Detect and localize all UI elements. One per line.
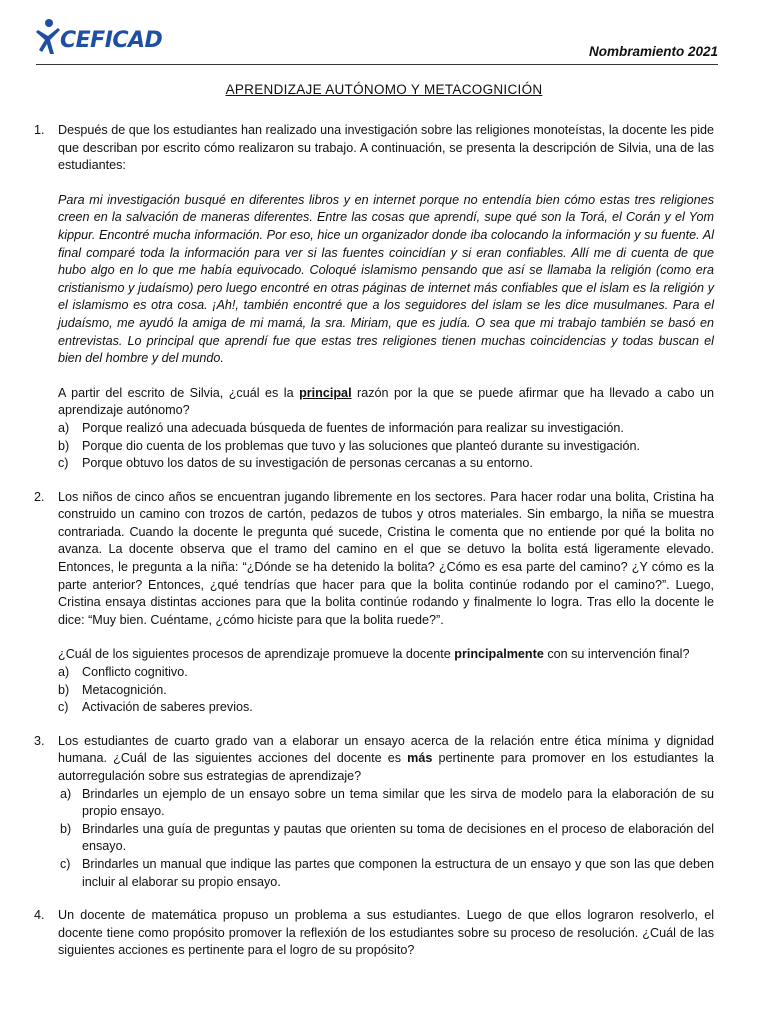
- question-body: [58, 907, 714, 960]
- question-intro: Los niños de cinco años se encuentran jugando libremente en los sectores. Para hacer rodar una bolita, Cristina ha construido un camino con trozos de cartón, pedazos de tubos y otros materiales. Sin embargo, la niña se muestra contrariada. Cuando la docente le pregunta qué sucede, Cristina le comenta que no entiende por qué la bolita no avanza. La docente observa que el tramo del camino en el que se detuvo la bolita está ligeramente elevado. Entonces, le pregunta a la niña: “¿Dónde se ha detenido la bolita? ¿Cómo es esa parte del camino? ¿Y cómo es la parte anterior? Entonces, ¿qué tendrías que hacer para que la bolita continúe rodando por el camino?”. Luego, Cristina ensaya distintas acciones para que la bolita continúe rodando y finalmente lo logra. Tras ello la docente le dice: “Muy bien. Cuéntame, ¿cómo hiciste para que la bolita ruede?”.: [58, 489, 714, 627]
- option-c: c) Porque obtuvo los datos de su investigación de personas cercanas a su entorno.: [58, 456, 533, 471]
- question-number: 4.: [34, 908, 45, 923]
- question-intro: Un docente de matemática propuso un problema a sus estudiantes. Luego de que ellos lograron resolverlo, el docente tiene como propósito promover la reflexión de los estudiantes sobre su proceso de resolución. ¿Cuál de las siguientes acciones es pertinente para el logro de su propósito?: [58, 908, 714, 958]
- student-quote: Para mi investigación busqué en diferentes libros y en internet porque no entendía bien cómo estas tres religiones creen en la salvación de maneras diferentes. Entre las cosas que aprendí, supe qué son la Torá, el Corán y el Yom kippur. Encontré mucha información. Por eso, hice un organizador donde iba colocando la información y su fuente. Al final comparé toda la información para ver si las fuentes coincidían y si eran confiables. Allí me di cuenta de que hubo algo en lo que me había equivocado. Coloqué islamismo pensando que así se llamaba la religión (como era cristianismo y judaísmo) pero luego encontré en otras páginas de internet más confiables que el islam es la religión y el islamismo es otra cosa. ¡Ah!, también encontré que a los seguidores del islam se les dice musulmanes. Para el judaísmo, me ayudó la amiga de mi mamá, la sra. Miriam, que es judía. O sea que mi trabajo también se basó en entrevistas. Lo principal que aprendí fue que estas tres religiones tienen muchas coincidencias y todas buscan el bien del hombre y del mundo.: [58, 192, 714, 366]
- question-number: 3.: [34, 733, 45, 748]
- question-number: 2.: [34, 489, 45, 504]
- question-prompt: A partir del escrito de Silvia, ¿cuál es la principal razón por la que se puede afirmar que ha llevado a cabo un aprendizaje autónomo?: [58, 385, 714, 418]
- page-title: APRENDIZAJE AUTÓNOMO Y METACOGNICIÓN: [225, 82, 543, 97]
- question-2: [34, 489, 714, 717]
- question-4: [34, 907, 714, 960]
- option-b: b) Porque dio cuenta de los problemas que tuvo y las soluciones que planteó durante su investigación.: [58, 438, 640, 453]
- option-c: c) Activación de saberes previos.: [58, 700, 253, 715]
- question-body: [58, 122, 714, 473]
- header-divider: [36, 64, 718, 65]
- question-intro: Los estudiantes de cuarto grado van a elaborar un ensayo acerca de la relación entre ética mínima y dignidad humana. ¿Cuál de las siguientes acciones del docente es más pertinente para promover en los estudiantes la autorregulación sobre sus estrategias de aprendizaje?: [58, 733, 714, 783]
- options-list: [58, 420, 714, 473]
- question-1: [34, 122, 714, 473]
- options-list: [58, 786, 714, 892]
- question-number: 1.: [34, 123, 45, 137]
- keyword: principal: [299, 385, 352, 400]
- question-body: [58, 733, 714, 891]
- option-b: b) Brindarles una guía de preguntas y pautas que orienten su toma de decisiones en el proceso de elaboración del ensayo.: [60, 821, 714, 854]
- option-a: a) Conflicto cognitivo.: [58, 665, 188, 680]
- logo-text: CEFICAD: [60, 27, 163, 53]
- header-label: Nombramiento 2021: [588, 44, 718, 59]
- question-body: [58, 489, 714, 717]
- document-body: [34, 122, 714, 976]
- option-b: b) Metacognición.: [58, 682, 167, 697]
- keyword: más: [407, 751, 433, 766]
- question-3: [34, 733, 714, 891]
- keyword: principalmente: [454, 647, 544, 662]
- page-header: [36, 14, 718, 62]
- ceficad-logo: [36, 18, 162, 56]
- options-list: [58, 664, 714, 717]
- option-a: a) Porque realizó una adecuada búsqueda de fuentes de información para realizar su investigación.: [58, 420, 624, 435]
- person-figure-icon: [36, 18, 62, 56]
- question-prompt: ¿Cuál de los siguientes procesos de aprendizaje promueve la docente principalmente con su intervención final?: [58, 647, 690, 662]
- option-a: a) Brindarles un ejemplo de un ensayo sobre un tema similar que les sirva de modelo para la elaboración de su propio ensayo.: [60, 786, 714, 819]
- question-intro: Después de que los estudiantes han realizado una investigación sobre las religiones monoteístas, la docente les pide que describan por escrito cómo realizaron su trabajo. A continuación, se presenta la descripción de Silvia, una de las estudiantes:: [58, 123, 714, 173]
- option-c: c) Brindarles un manual que indique las partes que componen la estructura de un ensayo y que son las que deben incluir al elaborar su propio ensayo.: [60, 856, 714, 889]
